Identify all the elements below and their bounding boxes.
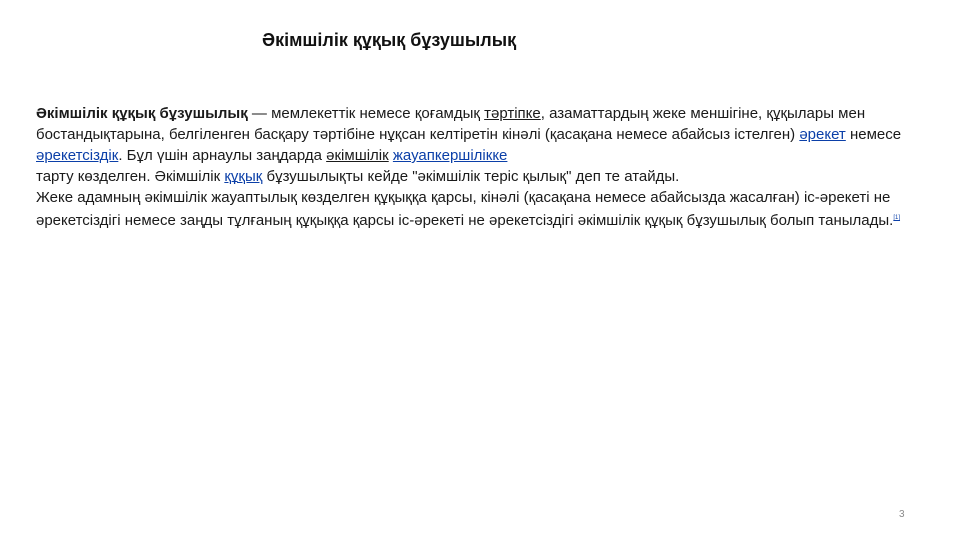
link-areket[interactable]: әрекет bbox=[799, 126, 846, 143]
text-segment-7: бұзушылықты кейде "әкімшілік теріс қылық" деп те атайды. bbox=[262, 168, 680, 185]
defined-term: Әкімшілік құқық бұзушылық bbox=[36, 105, 248, 122]
text-segment-6: тарту көзделген. Әкімшілік bbox=[36, 168, 225, 185]
text-segment-4: . Бұл үшін арнаулы заңдарда bbox=[118, 147, 327, 164]
text-segment-3: немесе bbox=[845, 126, 902, 143]
footnote-reference[interactable]: [1] bbox=[893, 215, 901, 221]
link-kukyk[interactable]: құқық bbox=[224, 168, 263, 185]
link-areketsizdik[interactable]: әрекетсіздік bbox=[36, 147, 119, 164]
link-tartip[interactable]: тәртіпке bbox=[484, 105, 541, 122]
page-number: 3 bbox=[899, 509, 905, 520]
text-segment-1: — мемлекеттік немесе қоғамдық bbox=[247, 105, 485, 122]
link-zhauapkershilik[interactable]: жауапкершілікке bbox=[392, 147, 508, 164]
slide-title: Әкімшілік құқық бұзушылық bbox=[262, 30, 517, 50]
link-akimshilik[interactable]: әкімшілік bbox=[326, 147, 389, 164]
text-segment-2: , азаматтардың жеке меншігіне, құқылары мен бостандықтарына, белгіленген басқару тәртібіне нұқсан келтіретін кінәлі (қасақана немесе абайсыз істелген) bbox=[36, 105, 866, 143]
body-paragraph bbox=[36, 103, 931, 231]
second-sentence: Жеке адамның әкімшілік жауаптылық көзделген құқыққа қарсы, кінәлі (қасақана немесе абайсызда жасалған) іс-әрекеті не әрекетсіздігі немесе заңды тұлғаның құқыққа қарсы іс-әрекеті не әрекетсіздігі әкімшілік құқық бұзушылық болып танылады. bbox=[36, 189, 894, 229]
